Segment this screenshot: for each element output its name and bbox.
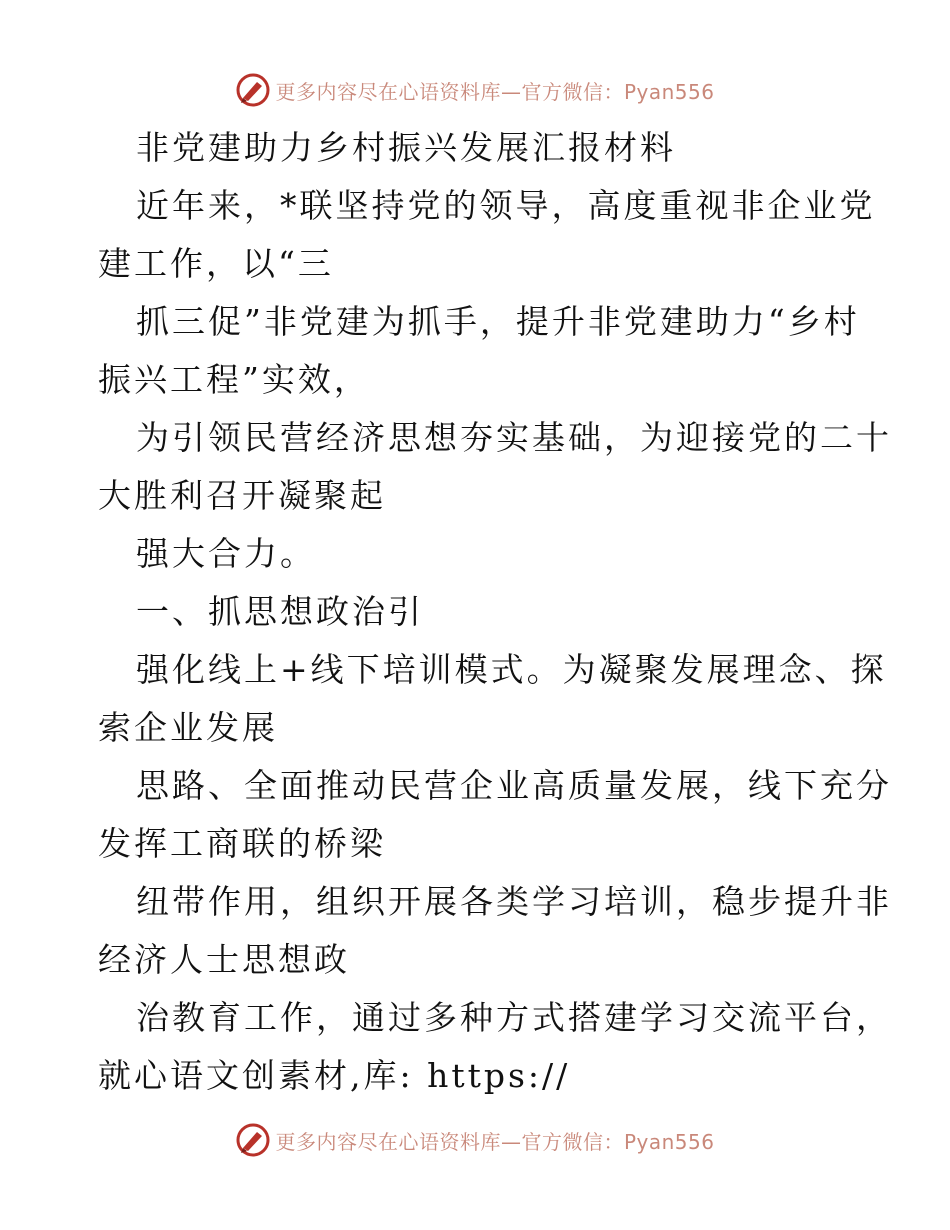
red-pen-logo-icon	[235, 72, 271, 108]
paragraph-line: 为引领民营经济思想夯实基础，为迎接党的二十	[136, 418, 892, 457]
paragraph-line: 振兴工程”实效，	[98, 360, 370, 399]
paragraph-line: 大胜利召开凝聚起	[98, 476, 386, 515]
paragraph-line: 治教育工作，通过多种方式搭建学习交流平台，	[136, 998, 892, 1037]
paragraph-line: 近年来，*联坚持党的领导，高度重视非企业党	[136, 186, 876, 225]
watermark-text: 更多内容尽在心语资料库—官方微信：Pyan556	[275, 79, 715, 104]
watermark-text: 更多内容尽在心语资料库—官方微信：Pyan556	[275, 1129, 715, 1154]
paragraph-line: 纽带作用，组织开展各类学习培训，稳步提升非	[136, 882, 892, 921]
paragraph-line: 强大合力。	[136, 534, 316, 573]
paragraph-line: 抓三促”非党建为抓手，提升非党建助力“乡村	[136, 302, 860, 341]
section-heading: 一、抓思想政治引	[136, 592, 424, 631]
paragraph-line: 索企业发展	[98, 708, 278, 747]
paragraph-line: 经济人士思想政	[98, 940, 350, 979]
red-pen-logo-icon	[235, 1122, 271, 1158]
document-title: 非党建助力乡村振兴发展汇报材料	[136, 128, 676, 167]
watermark-header	[0, 70, 950, 110]
paragraph-line: 强化线上+线下培训模式。为凝聚发展理念、探	[136, 650, 887, 689]
paragraph-line: 发挥工商联的桥梁	[98, 824, 386, 863]
watermark-footer	[0, 1120, 950, 1160]
paragraph-line: 建工作，以“三	[98, 244, 334, 283]
paragraph-line: 就心语文创素材,库: https://	[98, 1056, 571, 1095]
paragraph-line: 思路、全面推动民营企业高质量发展，线下充分	[136, 766, 892, 805]
